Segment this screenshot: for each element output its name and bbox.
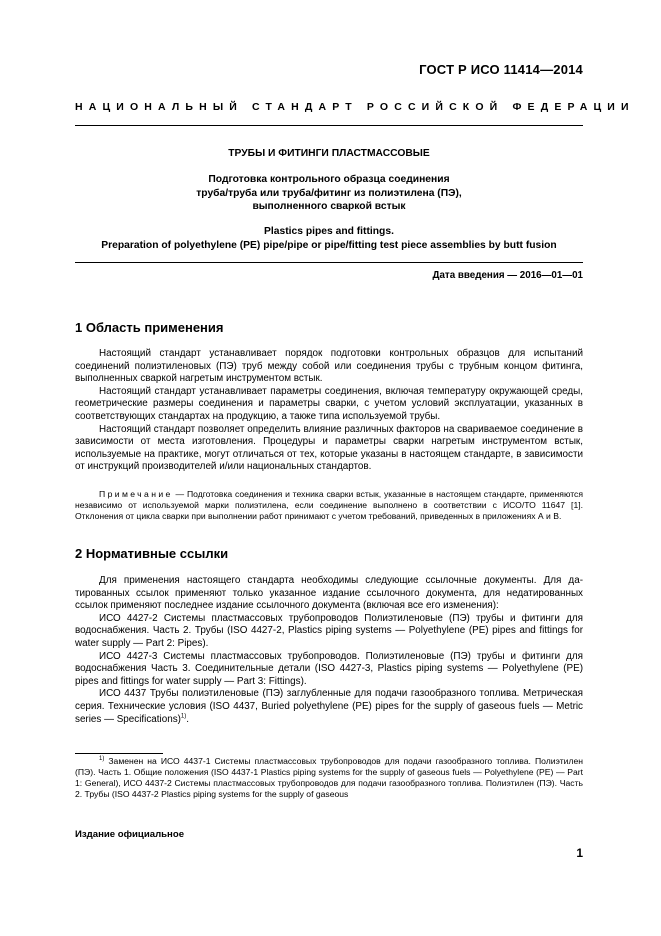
page-number: 1 <box>576 846 583 860</box>
document-code: ГОСТ Р ИСО 11414—2014 <box>419 62 583 77</box>
paragraph: Для применения настоящего стандарта необходимы следующие ссылочные документы. Для датированных ссылок применяют только указанное издание ссылочного документа, для недатированных ссылок применяют последнее издание ссылочного документа (включая все его изменения): <box>75 575 583 612</box>
footnote-mark: 1) <box>99 756 105 763</box>
title-english-line: Plastics pipes and fittings. <box>264 226 394 237</box>
title-subtitle-line: Подготовка контрольного образца соединения <box>208 174 450 185</box>
section-2-heading: 2 Нормативные ссылки <box>75 546 229 561</box>
paragraph-text: ИСО 4437 Трубы полиэтиленовые (ПЭ) заглубленные для подачи газообразного топлива. Метрическая серия. Технические условия (ISO 4437, Buried polyethylene (PE) pipes for the supply of gaseous fuels — Metric series — Specifications) <box>75 688 583 725</box>
title-english-line: Preparation of polyethylene (PE) pipe/pipe or pipe/fitting test piece assemblies by butt fusion <box>101 239 557 251</box>
title-main: ТРУБЫ И ФИТИНГИ ПЛАСТМАССОВЫЕ <box>228 148 430 159</box>
paragraph: Настоящий стандарт устанавливает параметры соединения, включая температуру окружающей среды, геометрические размеры соединения и параметры сварки, с учетом условий эксплуатации, указанных в соответствующих стандартах на продукцию, а также типа используемой трубы. <box>75 385 583 422</box>
title-subtitle-ru <box>75 173 583 214</box>
paragraph: ИСО 4427-3 Системы пластмассовых трубопроводов. Полиэтиленовые (ПЭ) трубы и фитинги для водоснабжения Часть 3. Соединительные детали (ISO 4427-3, Plastics piping systems — Polyethylene (PE) pipes and fittings for water supply — Part 3: Fittings). <box>75 650 583 687</box>
footnote <box>75 756 583 800</box>
paragraph: ИСО 4437 Трубы полиэтиленовые (ПЭ) заглубленные для подачи газообразного топлива. Метрическая серия. Технические условия (ISO 4437, Buried polyethylene (PE) pipes for the supply of gaseous fuels — Metric series — Specifications)$^{1)}$. <box>75 688 583 725</box>
edition-label: Издание официальное <box>75 829 185 840</box>
title-subtitle-line: труба/труба или труба/фитинг из полиэтилена (ПЭ), <box>196 187 462 199</box>
paragraph: Настоящий стандарт устанавливает порядок подготовки контрольных образцов для испытаний соединений полиэтиленовых (ПЭ) труб между собой или соединения трубы с трубным концом фитинга, выполненных сваркой нагретым инструментом встык. <box>75 348 583 385</box>
effective-date: Дата введения — 2016—01—01 <box>432 270 583 281</box>
paragraph: ИСО 4427-2 Системы пластмассовых трубопроводов Полиэтиленовые (ПЭ) трубы и фитинги для водоснабжения. Часть 2. Трубы (ISO 4427-2, Plastics piping systems — Polyethylene (PE) pipes and fittings for water supply — Part 2: Pipes). <box>75 612 583 649</box>
footnote-ref: 1) <box>180 713 187 720</box>
section-2-body <box>75 575 583 726</box>
section-1-body <box>75 348 583 474</box>
title-divider <box>75 262 583 263</box>
footnote-text: Заменен на ИСО 4437-1 Системы пластмассовых трубопроводов для подачи газообразного топлива. Полиэтилен (ПЭ). Часть 1. Общие положения (ISO 4437-1 Plastics piping systems for the supply of gaseous fuels — Polyethylene (PE) — Part 1: General), ИСО 4437-2 Системы пластмассовых трубопроводов для подачи газообразного топлива. Полиэтилен (ПЭ). Часть 2. Трубы (ISO 4437-2 Plastics piping systems for the supply of gaseous <box>75 756 583 799</box>
footnote-divider <box>75 753 163 754</box>
title-subtitle-line: выполненного сваркой встык <box>252 201 406 212</box>
national-standard-banner: НАЦИОНАЛЬНЫЙ СТАНДАРТ РОССИЙСКОЙ ФЕДЕРАЦИИ <box>75 101 635 113</box>
note-label: Примечание <box>99 489 173 499</box>
header-divider <box>75 125 583 126</box>
note-text: Подготовка соединения и техника сварки встык, указанные в настоящем стандарте, применяются независимо от используемой марки полиэтилена, если соединение выполнено в соответствии с ИСО/ТО 11647 [1]. Отклонения от цикла сварки при выполнении работ принимают с учетом требований, приведенных в приложениях А и В. <box>75 489 583 521</box>
note: Примечание — Подготовка соединения и техника сварки встык, указанные в настоящем стандарте, применяются независимо от используемой марки полиэтилена, если соединение выполнено в соответствии с ИСО/ТО 11647 [1]. Отклонения от цикла сварки при выполнении работ принимают с учетом требований, приведенных в приложениях А и В. <box>75 489 583 521</box>
paragraph: Настоящий стандарт позволяет определить влияние различных факторов на свариваемое соединение в зависимости от места изготовления. Процедуры и параметры сварки нагретым инструментом встык, используемые на практике, могут отличаться от тех, которые указаны в настоящем стандарте, в зависимости от инструкций производителей и/или национальных стандартов. <box>75 423 583 473</box>
section-1-heading: 1 Область применения <box>75 320 224 335</box>
title-english <box>75 225 583 252</box>
